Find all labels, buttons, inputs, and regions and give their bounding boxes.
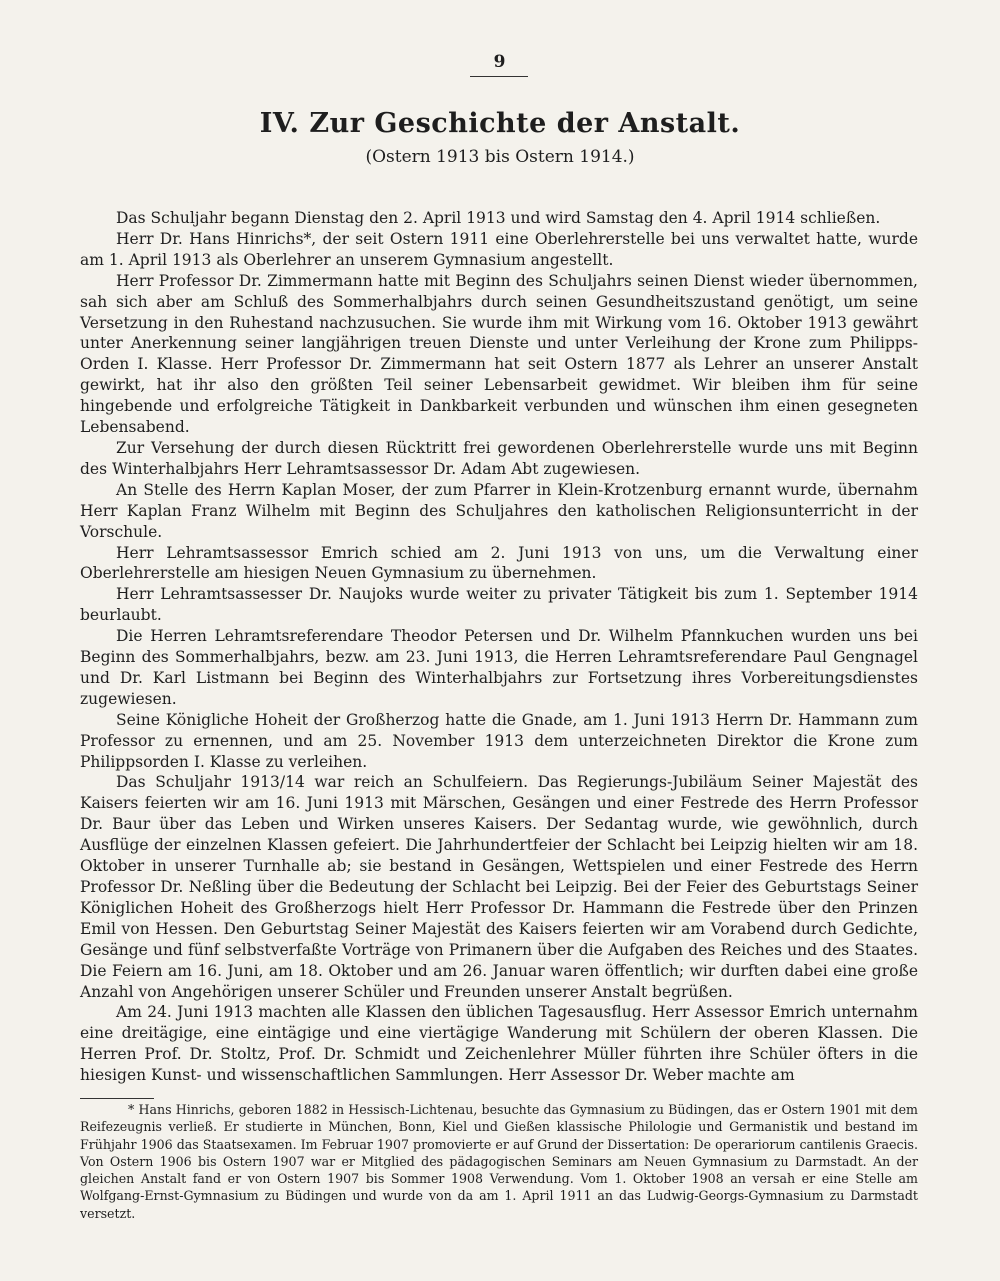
paragraph: Das Schuljahr 1913/14 war reich an Schulfeiern. Das Regierungs-Jubiläum Seiner Majestät des Kaisers feierten wir am 16. Juni 1913 mit Märschen, Gesängen und einer Festrede des Herrn Professor Dr. Baur über das Leben und Wirken unseres Kaisers. Der Sedantag wurde, wie gewöhnlich, durch Ausflüge der einzelnen Klassen gefeiert. Die Jahrhundertfeier der Schlacht bei Leipzig hielten wir am 18. Oktober in unserer Turnhalle ab; sie bestand in Gesängen, Wettspielen und einer Festrede des Herrn Professor Dr. Neßling über die Bedeutung der Schlacht bei Leipzig. Bei der Feier des Geburtstags Seiner Königlichen Hoheit des Großherzogs hielt Herr Professor Dr. Hammann die Festrede über den Prinzen Emil von Hessen. Den Geburtstag Seiner Majestät des Kaisers feierten wir am Vorabend durch Gedichte, Gesänge und fünf selbstverfaßte Vorträge von Primanern über die Aufgaben des Reiches und des Staates. Die Feiern am 16. Juni, am 18. Oktober und am 26. Januar waren öffentlich; wir durften dabei eine große Anzahl von Angehörigen unserer Schüler und Freunden unserer Anstalt begrüßen. <box>80 773 918 1001</box>
paragraph: Zur Versehung der durch diesen Rücktritt frei gewordenen Oberlehrerstelle wurde uns mit Beginn des Winterhalbjahrs Herr Lehramtsassessor Dr. Adam Abt zugewiesen. <box>80 438 918 478</box>
section-title: IV. Zur Geschichte der Anstalt. <box>259 108 741 139</box>
paragraph: Seine Königliche Hoheit der Großherzog hatte die Gnade, am 1. Juni 1913 Herrn Dr. Hammann zum Professor zu ernennen, und am 25. November 1913 dem unterzeichneten Direktor die Krone zum Philippsorden I. Klasse zu verleihen. <box>80 710 918 771</box>
paragraph: Herr Lehramtsassesser Dr. Naujoks wurde weiter zu privater Tätigkeit bis zum 1. September 1914 beurlaubt. <box>80 585 918 625</box>
footnote: * Hans Hinrichs, geboren 1882 in Hessisch-Lichtenau, besuchte das Gymnasium zu Büdingen, das er Ostern 1901 mit dem Reifezeugnis verließ. Er studierte in München, Bonn, Kiel und Gießen klassische Philologie und Germanistik und bestand im Frühjahr 1906 das Staatsexamen. Im Februar 1907 promovierte er auf Grund der Dissertation: De operariorum cantilenis Graecis. Von Ostern 1906 bis Ostern 1907 war er Mitglied des pädagogischen Seminars am Neuen Gymnasium zu Darmstadt. An der gleichen Anstalt fand er von Ostern 1907 bis Sommer 1908 Verwendung. Vom 1. Oktober 1908 an versah er eine Stelle am Wolfgang-Ernst-Gymnasium zu Büdingen und wurde von da am 1. April 1911 an das Ludwig-Georgs-Gymnasium zu Darmstadt versetzt. <box>80 1102 918 1221</box>
paragraph: Herr Lehramtsassessor Emrich schied am 2. Juni 1913 von uns, um die Verwaltung einer Oberlehrerstelle am hiesigen Neuen Gymnasium zu übernehmen. <box>80 543 918 583</box>
paragraph: Die Herren Lehramtsreferendare Theodor Petersen und Dr. Wilhelm Pfannkuchen wurden uns bei Beginn des Sommerhalbjahrs, bezw. am 23. Juni 1913, die Herren Lehramtsreferendare Paul Gengnagel und Dr. Karl Listmann bei Beginn des Winterhalbjahrs zur Fortsetzung ihres Vorbereitungsdienstes zugewiesen. <box>80 627 918 708</box>
paragraph: Herr Dr. Hans Hinrichs*, der seit Ostern 1911 eine Oberlehrerstelle bei uns verwaltet hatte, wurde am 1. April 1913 als Oberlehrer an unserem Gymnasium angestellt. <box>80 229 918 269</box>
section-subtitle: (Ostern 1913 bis Ostern 1914.) <box>365 147 635 167</box>
paragraph: Herr Professor Dr. Zimmermann hatte mit Beginn des Schuljahrs seinen Dienst wieder übernommen, sah sich aber am Schluß des Sommerhalbjahrs durch seinen Gesundheitszustand genötigt, um seine Versetzung in den Ruhestand nachzusuchen. Sie wurde ihm mit Wirkung vom 16. Oktober 1913 gewährt unter Anerkennung seiner langjährigen treuen Dienste und unter Verleihung der Krone zum Philipps-Orden I. Klasse. Herr Professor Dr. Zimmermann hat seit Ostern 1877 als Lehrer an unserer Anstalt gewirkt, hat ihr also den größten Teil seiner Lebensarbeit gewidmet. Wir bleiben ihm für seine hingebende und erfolgreiche Tätigkeit in Dankbarkeit verbunden und wünschen ihm einen gesegneten Lebensabend. <box>80 271 918 437</box>
page-number: 9 <box>493 52 507 72</box>
paragraph: Das Schuljahr begann Dienstag den 2. April 1913 und wird Samstag den 4. April 1914 schließen. <box>116 209 881 227</box>
page-number-rule <box>470 76 528 77</box>
body-text <box>80 208 918 1086</box>
paragraph: Am 24. Juni 1913 machten alle Klassen den üblichen Tagesausflug. Herr Assessor Emrich unternahm eine dreitägige, eine eintägige und eine viertägige Wanderung mit Schülern der oberen Klassen. Die Herren Prof. Dr. Stoltz, Prof. Dr. Schmidt und Zeichenlehrer Müller führten ihre Schüler öfters in die hiesigen Kunst- und wissenschaftlichen Sammlungen. Herr Assessor Dr. Weber machte am <box>80 1003 918 1085</box>
paragraph: An Stelle des Herrn Kaplan Moser, der zum Pfarrer in Klein-Krotzenburg ernannt wurde, übernahm Herr Kaplan Franz Wilhelm mit Beginn des Schuljahres den katholischen Religionsunterricht in der Vorschule. <box>80 480 918 541</box>
footnote-rule <box>80 1098 154 1099</box>
